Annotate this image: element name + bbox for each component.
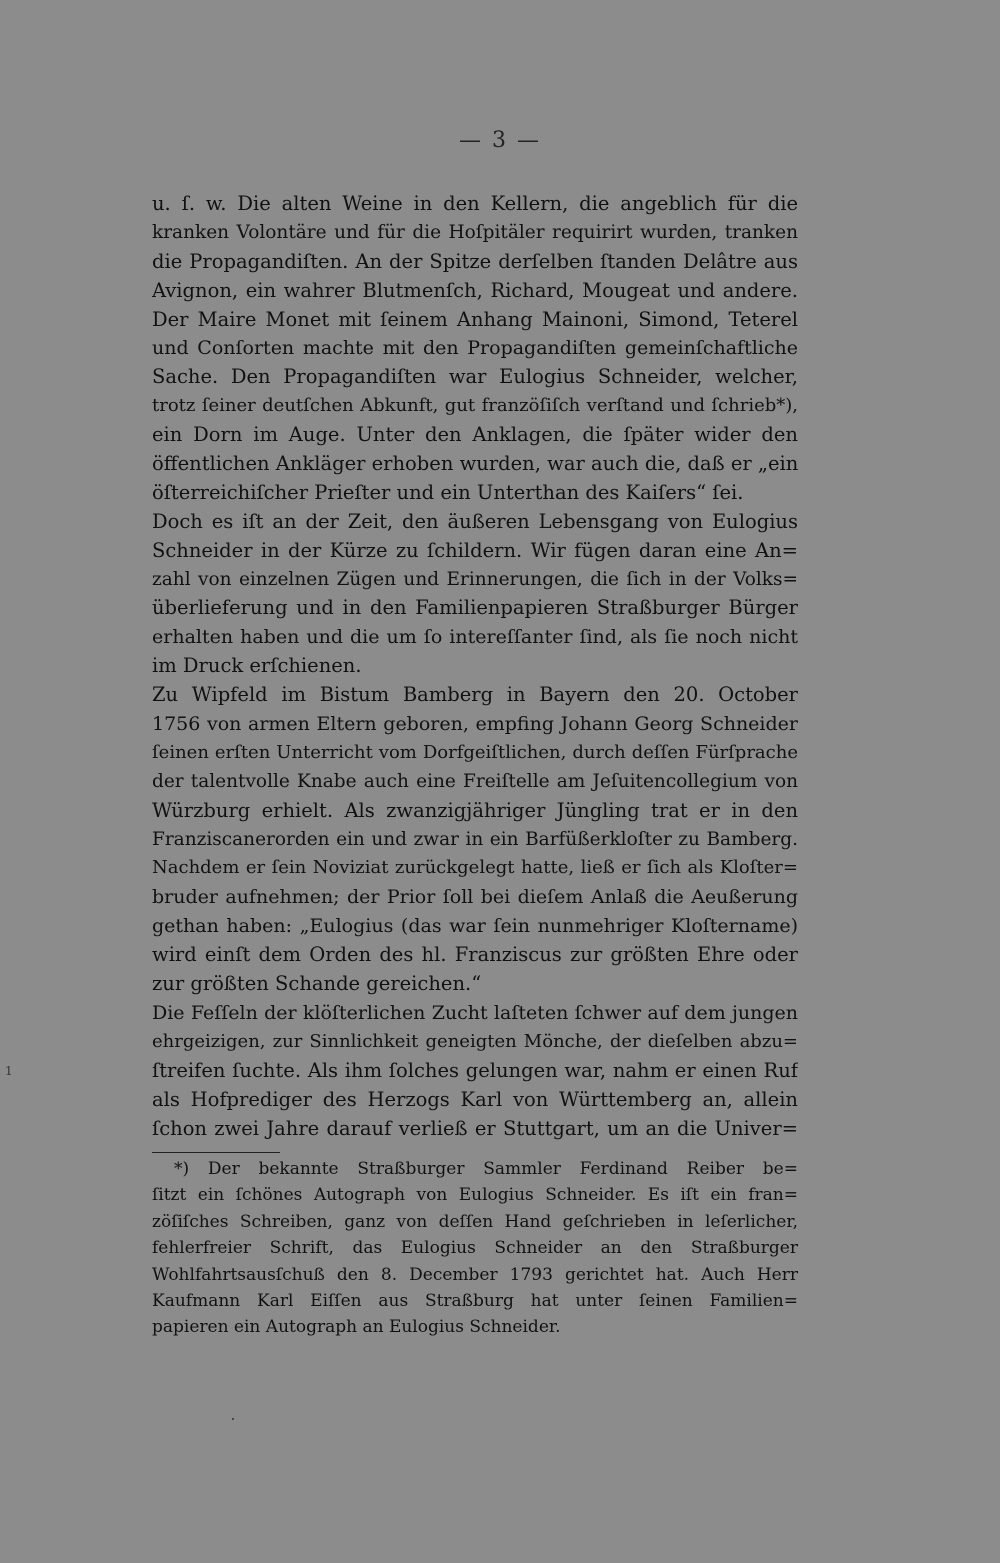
text-line: und Conſorten machte mit den Propagandiſten gemeinſchaftliche (152, 337, 798, 360)
footnote (152, 1156, 798, 1341)
footnote-line: Kaufmann Karl Eiſſen aus Straßburg hat unter ſeinen Familien= (152, 1290, 798, 1311)
text-line: Sache. Den Propagandiſten war Eulogius Schneider, welcher, (152, 365, 798, 389)
text-line: ſchon zwei Jahre darauf verließ er Stuttgart, um an die Univer= (152, 1116, 798, 1140)
text-line: kranken Volontäre und für die Hoſpitäler requirirt wurden, tranken (152, 221, 798, 243)
text-line: Franziscanerorden ein und zwar in ein Barfüßerkloſter zu Bamberg. (152, 828, 798, 850)
text-line: Die Feſſeln der klöſterlichen Zucht laſteten ſchwer auf dem jungen (152, 1001, 798, 1024)
margin-mark: 1 (5, 1064, 13, 1078)
text-line: der talentvolle Knabe auch eine Freiſtelle am Jeſuitencollegium von (152, 770, 798, 792)
text-line: zur größten Schande gereichen.“ (152, 972, 482, 996)
text-line: wird einſt dem Orden des hl. Franziscus zur größten Ehre oder (152, 943, 798, 967)
text-line: ehrgeizigen, zur Sinnlichkeit geneigten Mönche, der dieſelben abzu= (152, 1030, 798, 1052)
text-line: ein Dorn im Auge. Unter den Anklagen, die ſpäter wider den (152, 423, 798, 447)
text-line: im Druck erſchienen. (152, 654, 362, 678)
text-line: als Hofprediger des Herzogs Karl von Württemberg an, allein (152, 1087, 798, 1111)
text-line: 1756 von armen Eltern geboren, empfing Johann Georg Schneider (152, 713, 798, 736)
text-line: Zu Wipfeld im Bistum Bamberg in Bayern den 20. October (152, 683, 798, 707)
text-line: zahl von einzelnen Zügen und Erinnerungen, die ſich in der Volks= (152, 568, 798, 590)
text-line: Doch es iſt an der Zeit, den äußeren Lebensgang von Eulogius (152, 509, 798, 533)
page-number: — 3 — (459, 128, 541, 153)
text-line: bruder aufnehmen; der Prior ſoll bei dieſem Anlaß die Aeußerung (152, 886, 798, 909)
footnote-line: Wohlfahrtsausſchuß den 8. December 1793 gerichtet hat. Auch Herr (152, 1264, 798, 1285)
text-line: ſtreifen ſuchte. Als ihm ſolches gelungen war, nahm er einen Ruf (152, 1058, 798, 1082)
footnote-line: papieren ein Autograph an Eulogius Schneider. (152, 1317, 561, 1338)
text-line: Der Maire Monet mit ſeinem Anhang Mainoni, Simond, Teterel (152, 307, 798, 331)
footnote-line: ſitzt ein ſchönes Autograph von Eulogius Schneider. Es iſt ein fran= (152, 1185, 798, 1206)
text-line: Nachdem er ſein Noviziat zurückgelegt hatte, ließ er ſich als Kloſter= (152, 857, 798, 879)
text-line: öffentlichen Ankläger erhoben wurden, war auch die, daß er „ein (152, 452, 798, 476)
text-line: die Propagandiſten. An der Spitze derſelben ſtanden Delâtre aus (152, 249, 798, 273)
text-line: Avignon, ein wahrer Blutmenſch, Richard, Mougeat und andere. (152, 278, 798, 302)
footnote-divider (152, 1152, 280, 1153)
text-line: erhalten haben und die um ſo intereſſanter ſind, als ſie noch nicht (152, 626, 798, 649)
text-line: gethan haben: „Eulogius (das war ſein nunmehriger Kloſtername) (152, 915, 798, 938)
footnote-line: zöſiſches Schreiben, ganz von deſſen Hand geſchrieben in leſerlicher, (152, 1211, 798, 1232)
text-line: öſterreichiſcher Prieſter und ein Unterthan des Kaiſers“ ſei. (152, 480, 744, 504)
text-line: Würzburg erhielt. Als zwanzigjähriger Jüngling trat er in den (152, 798, 798, 822)
text-line: überlieferung und in den Familienpapieren Straßburger Bürger (152, 596, 798, 620)
paper-speck (232, 1418, 234, 1420)
text-line: Schneider in der Kürze zu ſchildern. Wir fügen daran eine An= (152, 538, 798, 562)
footnote-line: *) Der bekannte Straßburger Sammler Ferdinand Reiber be= (174, 1159, 798, 1179)
text-line: trotz ſeiner deutſchen Abkunft, gut franzöſiſch verſtand und ſchrieb*), (152, 395, 798, 417)
text-line: ſeinen erſten Unterricht vom Dorfgeiſtlichen, durch deſſen Fürſprache (152, 741, 798, 763)
text-line: u. ſ. w. Die alten Weine in den Kellern, die angeblich für die (152, 192, 798, 215)
footnote-line: fehlerfreier Schrift, das Eulogius Schneider an den Straßburger (152, 1238, 798, 1259)
main-text (152, 190, 798, 1143)
